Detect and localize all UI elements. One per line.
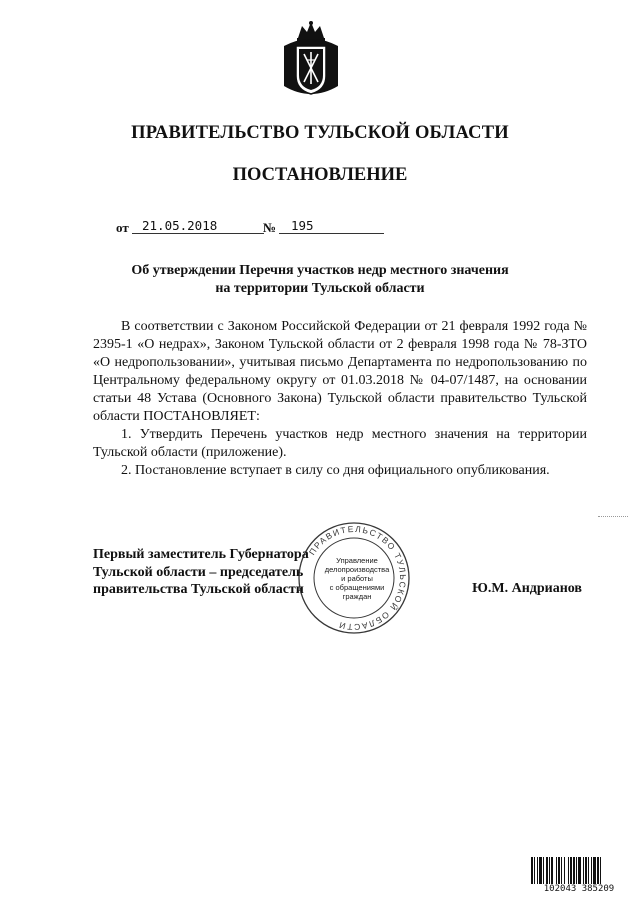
stamp-inner-line-4: с обращениями [329,583,385,592]
signer-position-line-2: Тульской области – председатель [93,564,304,580]
date-label: от [116,220,129,235]
barcode-bar [564,857,565,885]
barcode-bar [597,857,599,885]
stamp-inner-line-1: Управление [336,556,378,565]
subject-line-1: Об утверждении Перечня участков недр местного значения [131,263,509,278]
subject-line-2: на территории Тульской области [215,281,425,296]
stamp-ring-text: ПРАВИТЕЛЬСТВО ТУЛЬСКОЙ ОБЛАСТИ [306,523,409,633]
barcode-bar [551,857,553,885]
barcode-number: 102043 385209 [530,884,628,894]
barcode-bar [558,857,560,885]
document-subject [0,262,640,298]
stamp-inner-line-3: и работы [341,574,373,583]
barcode-bar [556,857,557,885]
scan-artifact-dots [598,516,628,519]
signer-position [93,546,309,599]
date-value: 21.05.2018 [132,218,264,234]
stamp-inner-line-5: граждан [342,592,372,601]
barcode-bar [585,857,587,885]
number-label: № [263,220,277,235]
barcode-bar [534,857,535,885]
document-body [93,318,587,480]
number-value: 195 [279,218,384,234]
item-2-paragraph: 2. Постановление вступает в силу со дня официального опубликования. [121,463,550,478]
barcode-bar [578,857,581,885]
barcode-bar [531,857,533,885]
barcode-bar [537,857,538,885]
barcode-bar [561,857,562,885]
dateline [116,214,396,236]
government-title: ПРАВИТЕЛЬСТВО ТУЛЬСКОЙ ОБЛАСТИ [131,123,509,143]
tula-coat-of-arms-emblem [280,20,342,102]
barcode-bar [570,857,572,885]
stamp-inner-line-2: делопроизводства [324,565,390,574]
barcode-bar [543,857,544,885]
stamp-inner-text [312,556,402,601]
barcode-bar [588,857,589,885]
barcode-bar [539,857,542,885]
signer-position-line-3: правительства Тульской области [93,582,304,597]
signer-name: Ю.М. Андрианов [472,581,582,596]
barcode-bar [546,857,548,885]
barcode-bar [600,857,601,885]
barcode-bar [568,857,569,885]
barcode-bar [573,857,575,885]
signer-position-line-1: Первый заместитель Губернатора [93,547,309,562]
barcode-bar [549,857,550,885]
barcode-bar [593,857,596,885]
barcode-bar [576,857,577,885]
item-1-paragraph: 1. Утвердить Перечень участков недр местного значения на территории Тульской области (приложение). [93,427,587,460]
document-type: ПОСТАНОВЛЕНИЕ [232,165,408,185]
barcode-bar [591,857,592,885]
barcode-bar [583,857,584,885]
preamble-paragraph: В соответствии с Законом Российской Федерации от 21 февраля 1992 года № 2395-1 «О недрах», Законом Тульской области от 2 февраля 1998 года № 78-ЗТО «О недропользовании», учитывая письмо Департамента по недропользованию по Центральному федеральному округу от 01.03.2018 № 04-07/1487, на основании статьи 48 Устава (Основного Закона) Тульской области правительство Тульской области ПОСТАНОВЛЯЕТ: [93,319,587,424]
